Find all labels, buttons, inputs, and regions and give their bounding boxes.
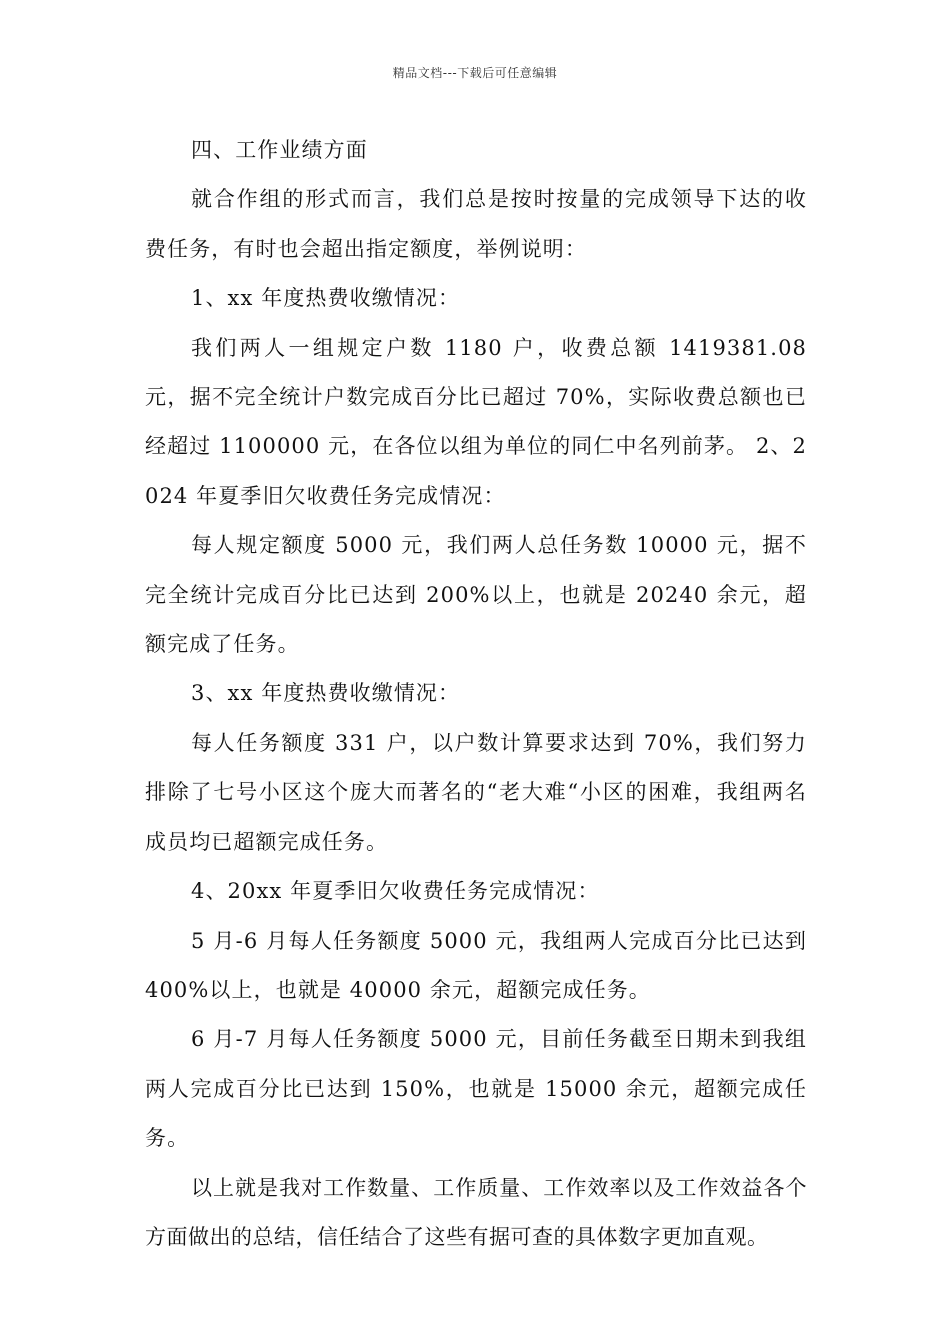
page-header: 精品文档---下载后可任意编辑 — [392, 66, 558, 80]
paragraph-conclusion: 以上就是我对工作数量、工作质量、工作效率以及工作效益各个方面做出的总结，信任结合了这些有据可查的具体数字更加直观。 — [145, 1175, 807, 1249]
document-body — [145, 126, 807, 1262]
paragraph-intro: 就合作组的形式而言，我们总是按时按量的完成领导下达的收费任务，有时也会超出指定额度，举例说明： — [145, 187, 807, 261]
paragraph-item-4a: 5 月-6 月每人任务额度 5000 元，我组两人完成百分比已达到 400%以上，也就是 40000 余元，超额完成任务。 — [145, 928, 807, 1002]
section-heading: 四、工作业绩方面 — [191, 138, 368, 162]
item-heading-3: 3、xx 年度热费收缴情况： — [191, 681, 461, 706]
item-heading-4: 4、20xx 年夏季旧欠收费任务完成情况： — [191, 879, 600, 904]
item-heading-1: 1、xx 年度热费收缴情况： — [191, 286, 461, 311]
paragraph-item-3: 每人任务额度 331 户，以户数计算要求达到 70%，我们努力排除了七号小区这个庞大而著名的“老大难“小区的困难，我组两名成员均已超额完成任务。 — [145, 730, 808, 854]
paragraph-item-1: 我们两人一组规定户数 1180 户，收费总额 1419381.08 元，据不完全统计户数完成百分比已超过 70%，实际收费总额也已经超过 1100000 元，在各位以组为单位的同仁中名列前茅。 2、2024 年夏季旧欠收费任务完成情况： — [145, 335, 807, 508]
paragraph-item-2: 每人规定额度 5000 元，我们两人总任务数 10000 元，据不完全统计完成百分比已达到 200%以上，也就是 20240 余元，超额完成了任务。 — [145, 533, 807, 657]
paragraph-item-4b: 6 月-7 月每人任务额度 5000 元，目前任务截至日期未到我组两人完成百分比已达到 150%，也就是 15000 余元，超额完成任务。 — [145, 1027, 807, 1151]
